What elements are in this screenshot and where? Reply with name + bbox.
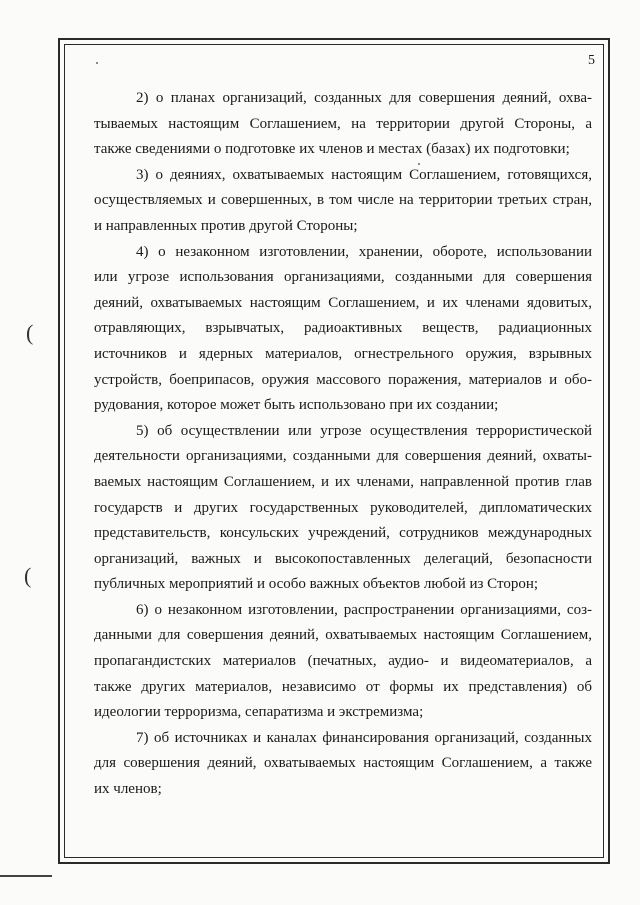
paragraph-item-5 [94,419,592,598]
text-line: 5) об осуществлении или угрозе осуществления террористической [136,422,592,439]
text-line: деяний, охватываемых настоящим Соглашением, и их членами ядовитых, [94,294,592,311]
text-line: или угрозе использования организациями, созданными для совершения [94,269,592,286]
margin-bracket-mark: ( [26,320,34,345]
document-body [94,86,592,803]
text-line: 6) о незаконном изготовлении, распространении организациями, соз- [136,601,592,618]
text-line: устройств, боеприпасов, оружия массового поражения, материалов и обо- [94,371,592,388]
text-line: идеологии терроризма, сепаратизма и экстремизма; [94,704,424,721]
text-line: 7) об источниках и каналах финансирования организаций, созданных [136,729,592,746]
paragraph-item-2 [94,86,592,163]
text-line: отравляющих, взрывчатых, радиоактивных веществ, радиационных [94,320,592,337]
text-line: источников и ядерных материалов, огнестрельного оружия, взрывных [94,345,592,362]
text-line: также других материалов, независимо от формы их представления) об [94,678,592,695]
text-line: рудования, которое может быть использовано при их создании; [94,397,499,414]
page-number: 5 [588,53,595,68]
bottom-edge-rule [0,875,52,877]
paragraph-item-3 [94,163,592,240]
text-line: также сведениями о подготовке их членов и местах (базах) их подготовки; [94,141,570,158]
text-line: тываемых настоящим Соглашением, на территории другой Стороны, а [94,115,592,132]
text-line: для совершения деяний, охватываемых настоящим Соглашением, а также [94,755,592,772]
scan-speck [96,62,98,64]
text-line: деятельности организациями, созданными для совершения деяний, охваты- [94,448,592,465]
text-line: 4) о незаконном изготовлении, хранении, обороте, использовании [136,243,592,260]
text-line: осуществляемых и совершенных, в том числе на территории третьих стран, [94,192,592,209]
text-line: 2) о планах организаций, созданных для совершения деяний, охва- [136,90,592,106]
paragraph-item-4 [94,240,592,419]
text-line: 3) о деяниях, охватываемых настоящим Соглашением, готовящихся, [136,166,592,183]
text-line: публичных мероприятий и особо важных объектов любой из Сторон; [94,576,539,593]
text-line: их членов; [94,781,162,798]
paragraph-item-7 [94,726,592,803]
margin-bracket-mark: ( [24,563,32,588]
text-line: организаций, важных и высокопоставленных делегаций, безопасности [94,550,592,567]
scan-speck [418,163,420,165]
text-line: ваемых настоящим Соглашением, и их членами, направленной против глав [94,473,592,490]
text-line: государств и других государственных руководителей, дипломатических [94,499,592,516]
text-line: представительств, консульских учреждений, сотрудников международных [94,525,592,542]
text-line: данными для совершения деяний, охватываемых настоящим Соглашением, [94,627,592,644]
paragraph-item-6 [94,598,592,726]
text-line: и направленных против другой Стороны; [94,217,358,234]
text-line: пропагандистских материалов (печатных, аудио- и видеоматериалов, а [94,653,592,670]
